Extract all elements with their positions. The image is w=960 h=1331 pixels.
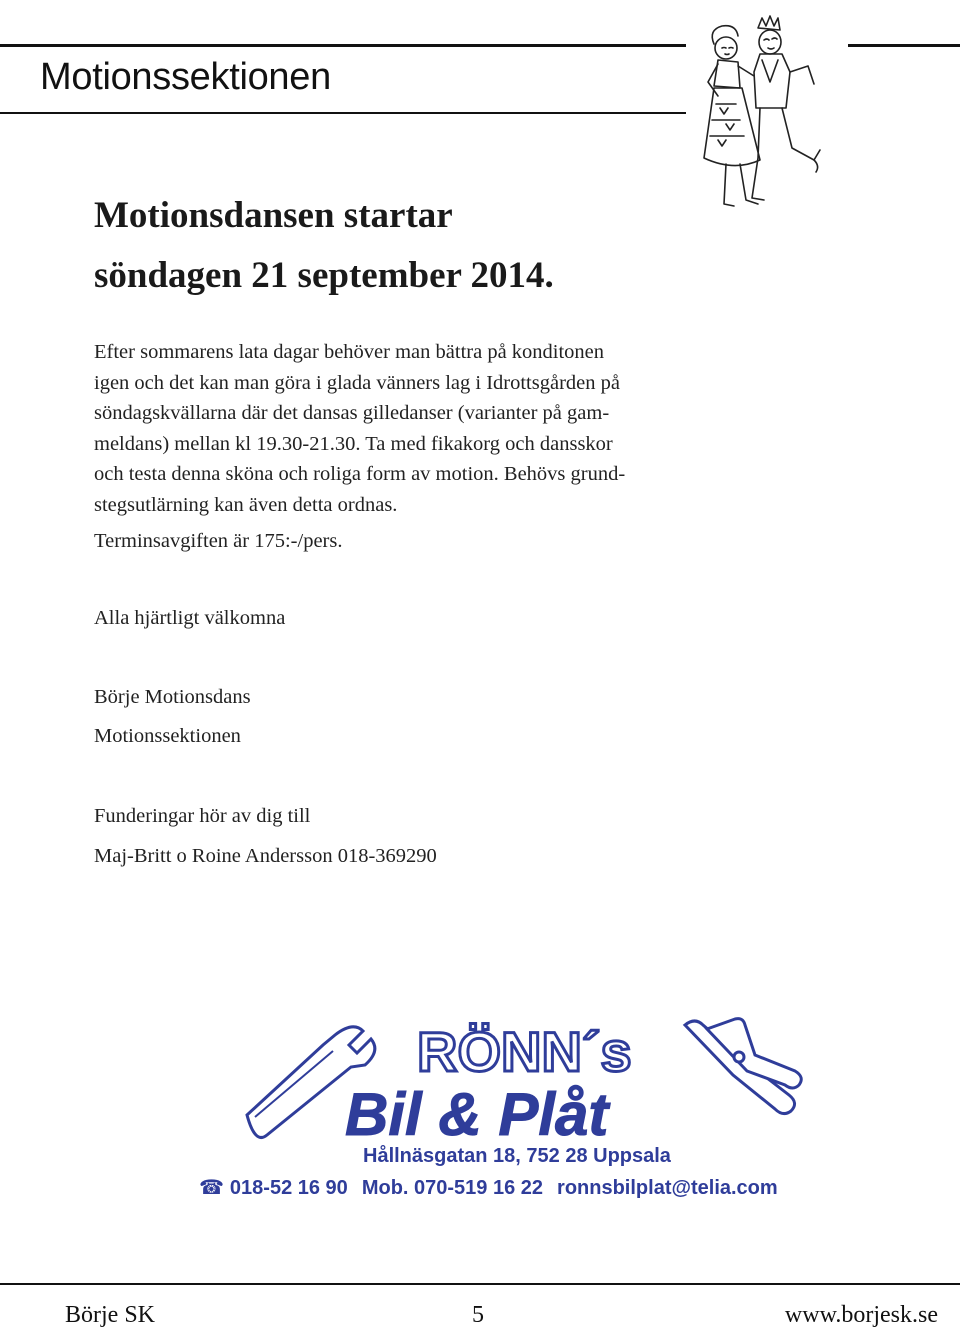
- body-line: och testa denna sköna och roliga form av motion. Behövs grund-: [94, 463, 626, 485]
- ronns-logo: [155, 1005, 850, 1145]
- welcome-text: Alla hjärtligt välkomna: [94, 607, 286, 629]
- fee-line: Terminsavgiften är 175:-/pers.: [94, 530, 343, 552]
- ad-contact-line: [199, 1175, 778, 1200]
- section-title: Motionssektionen: [40, 56, 331, 98]
- body-line: stegsutlärning kan även detta ordnas.: [94, 493, 398, 516]
- signature-line: Motionssektionen: [94, 725, 241, 747]
- top-rule: [0, 44, 686, 47]
- body-line: igen och det kan man göra i glada vänners lag i Idrottsgården på: [94, 371, 620, 394]
- page-number: 5: [472, 1302, 484, 1328]
- ad-email: ronnsbilplat@telia.com: [557, 1177, 778, 1199]
- ad-address: Hållnäsgatan 18, 752 28 Uppsala: [363, 1145, 671, 1167]
- footer-club-name: Börje SK: [65, 1302, 155, 1328]
- ronns-advertisement: [155, 1005, 850, 1199]
- dancing-couple-illustration: [696, 8, 836, 220]
- article-headline: [94, 186, 554, 306]
- signature-line: Börje Motionsdans: [94, 686, 251, 708]
- title-rule: [0, 112, 686, 114]
- headline-line: Motionsdansen startar: [94, 195, 453, 236]
- article-body: [94, 337, 744, 557]
- headline-line: söndagen 21 september 2014.: [94, 255, 554, 296]
- footer-website: www.borjesk.se: [784, 1302, 938, 1328]
- ad-mobile: Mob. 070-519 16 22: [361, 1177, 544, 1199]
- body-line: meldans) mellan kl 19.30-21.30. Ta med fikakorg och dansskor: [94, 432, 613, 455]
- contact-person: Maj-Britt o Roine Andersson 018-369290: [94, 845, 437, 867]
- ad-phone: 018-52 16 90: [229, 1177, 348, 1199]
- telephone-icon: ☎: [199, 1177, 224, 1199]
- top-rule-right: [848, 44, 960, 47]
- logo-name-line1: RÖNN´s: [417, 1020, 632, 1083]
- body-line: Efter sommarens lata dagar behöver man bättra på konditonen: [94, 341, 605, 363]
- contact-intro: Funderingar hör av dig till: [94, 805, 311, 827]
- pliers-icon: [685, 1019, 801, 1114]
- logo-name-line2: Bil & Plåt: [345, 1081, 609, 1145]
- footer-rule: [0, 1283, 960, 1285]
- body-line: söndagskvällarna där det dansas gilledanser (varianter på gam-: [94, 402, 610, 424]
